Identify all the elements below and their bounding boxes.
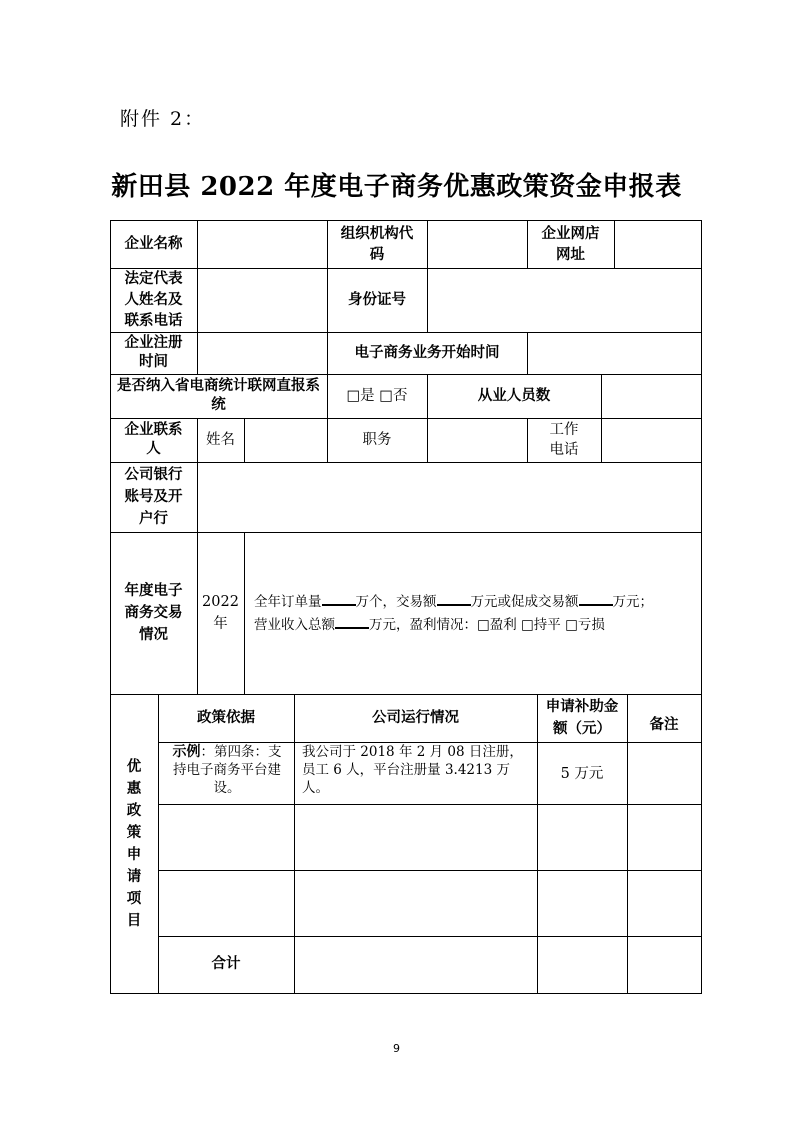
row-divider (110, 418, 702, 419)
label-bank: 公司银行账号及开户行 (124, 467, 183, 527)
operation-line-2 (254, 613, 653, 636)
table-border-bottom (110, 993, 702, 994)
row-divider (158, 804, 702, 805)
header-subsidy-amount: 申请补助金额（元） (545, 699, 619, 737)
label-work-phone: 工作电话 (549, 422, 579, 458)
attachment-label: 附件 2： (120, 108, 206, 130)
example-basis-text: ：第四条：支持电子商务平台建设。 (173, 744, 282, 796)
row-divider (110, 374, 702, 375)
total-operation[interactable] (294, 936, 537, 993)
revenue-label: 营业收入总额 (254, 617, 335, 633)
col-divider (294, 694, 295, 993)
example-prefix: 示例 (172, 744, 201, 760)
row1-policy-basis[interactable] (158, 804, 294, 870)
label-legal-rep: 法定代表人姓名及联系电话 (124, 270, 183, 329)
row2-operation[interactable] (294, 870, 537, 936)
label-total: 合计 (211, 956, 241, 972)
facilitated-label: 万元或促成交易额 (470, 594, 579, 610)
label-year: 2022年 (202, 594, 239, 632)
col-divider (627, 694, 628, 993)
page-number: 9 (393, 1042, 400, 1055)
field-shop-url[interactable] (614, 221, 701, 268)
operation-summary[interactable] (244, 532, 701, 694)
orders-label: 全年订单量 (254, 594, 322, 610)
example-remarks[interactable] (627, 742, 701, 804)
row1-operation[interactable] (294, 804, 537, 870)
field-position[interactable] (427, 418, 527, 462)
field-org-code[interactable] (427, 221, 527, 268)
row1-remarks[interactable] (627, 804, 701, 870)
col-divider (527, 332, 528, 374)
col-divider (614, 220, 615, 268)
col-divider (197, 418, 198, 694)
table-border-right (701, 220, 702, 994)
field-contact-name[interactable] (244, 418, 327, 462)
field-reg-time[interactable] (197, 332, 327, 374)
row2-remarks[interactable] (627, 870, 701, 936)
facilitated-blank[interactable] (579, 590, 613, 606)
header-remarks: 备注 (649, 716, 679, 733)
col-divider (244, 532, 245, 694)
col-divider (244, 418, 245, 462)
label-annual-ecom: 年度电子商务交易情况 (124, 583, 183, 643)
total-remarks[interactable] (627, 936, 701, 993)
field-employees[interactable] (601, 374, 701, 418)
label-ecom-start-time: 电子商务业务开始时间 (354, 344, 500, 361)
label-preferential-items: 优惠政策申请项目 (126, 758, 142, 929)
row2-policy-basis[interactable] (158, 870, 294, 936)
table-border-left (110, 220, 111, 994)
operation-line-1 (254, 590, 653, 613)
col-divider (527, 220, 528, 268)
label-name: 姓名 (206, 431, 235, 448)
header-policy-basis: 政策依据 (197, 709, 255, 726)
example-operation[interactable]: 我公司于 2018 年 2 月 08 日注册，员工 6 人，平台注册量 3.4213 万人。 (302, 744, 523, 796)
example-policy-basis[interactable] (158, 742, 294, 804)
col-divider (427, 268, 428, 332)
field-id-number[interactable] (427, 268, 701, 332)
col-divider (537, 694, 538, 993)
label-provincial-stat: 是否纳入省电商统计联网直报系统 (117, 378, 320, 413)
row-divider (110, 332, 702, 333)
label-id-number: 身份证号 (348, 291, 406, 308)
row-divider (110, 462, 702, 463)
col-divider (197, 220, 198, 374)
col-divider (427, 220, 428, 268)
field-ecom-start-time[interactable] (527, 332, 701, 374)
col-divider (527, 418, 528, 462)
transaction-label: 万个，交易额 (355, 594, 437, 610)
header-company-operation: 公司运行情况 (372, 709, 459, 726)
col-divider (601, 374, 602, 462)
profit-status: 万元，盈利情况：□盈利 □持平 □亏损 (369, 617, 605, 633)
row2-amount[interactable] (537, 870, 627, 936)
unit-label: 万元； (612, 594, 653, 610)
label-employees: 从业人员数 (477, 387, 551, 404)
label-position: 职务 (362, 431, 392, 448)
orders-blank[interactable] (322, 590, 356, 606)
field-company-name[interactable] (197, 221, 327, 268)
row1-amount[interactable] (537, 804, 627, 870)
label-contact: 企业联系人 (124, 422, 183, 457)
revenue-blank[interactable] (335, 613, 369, 629)
example-amount[interactable]: 5 万元 (560, 766, 604, 782)
label-shop-url: 企业网店网址 (541, 225, 600, 263)
row-divider (158, 870, 702, 871)
row-divider (110, 268, 702, 269)
label-reg-time: 企业注册时间 (124, 335, 183, 370)
page-title: 新田县 2022 年度电子商务优惠政策资金申报表 (111, 172, 682, 202)
checkbox-yes-no[interactable]: □是 □否 (346, 387, 408, 404)
col-divider (158, 694, 159, 993)
total-amount[interactable] (537, 936, 627, 993)
col-divider (327, 220, 328, 462)
field-work-phone[interactable] (601, 418, 701, 462)
col-divider (427, 374, 428, 462)
field-legal-rep[interactable] (197, 268, 327, 332)
row-divider (110, 532, 702, 533)
label-org-code: 组织机构代码 (340, 225, 414, 263)
row-divider (110, 694, 702, 695)
label-company-name: 企业名称 (124, 236, 183, 252)
row-divider (158, 742, 702, 743)
row-divider (158, 936, 702, 937)
transaction-blank[interactable] (437, 590, 471, 606)
field-bank[interactable] (197, 462, 701, 532)
